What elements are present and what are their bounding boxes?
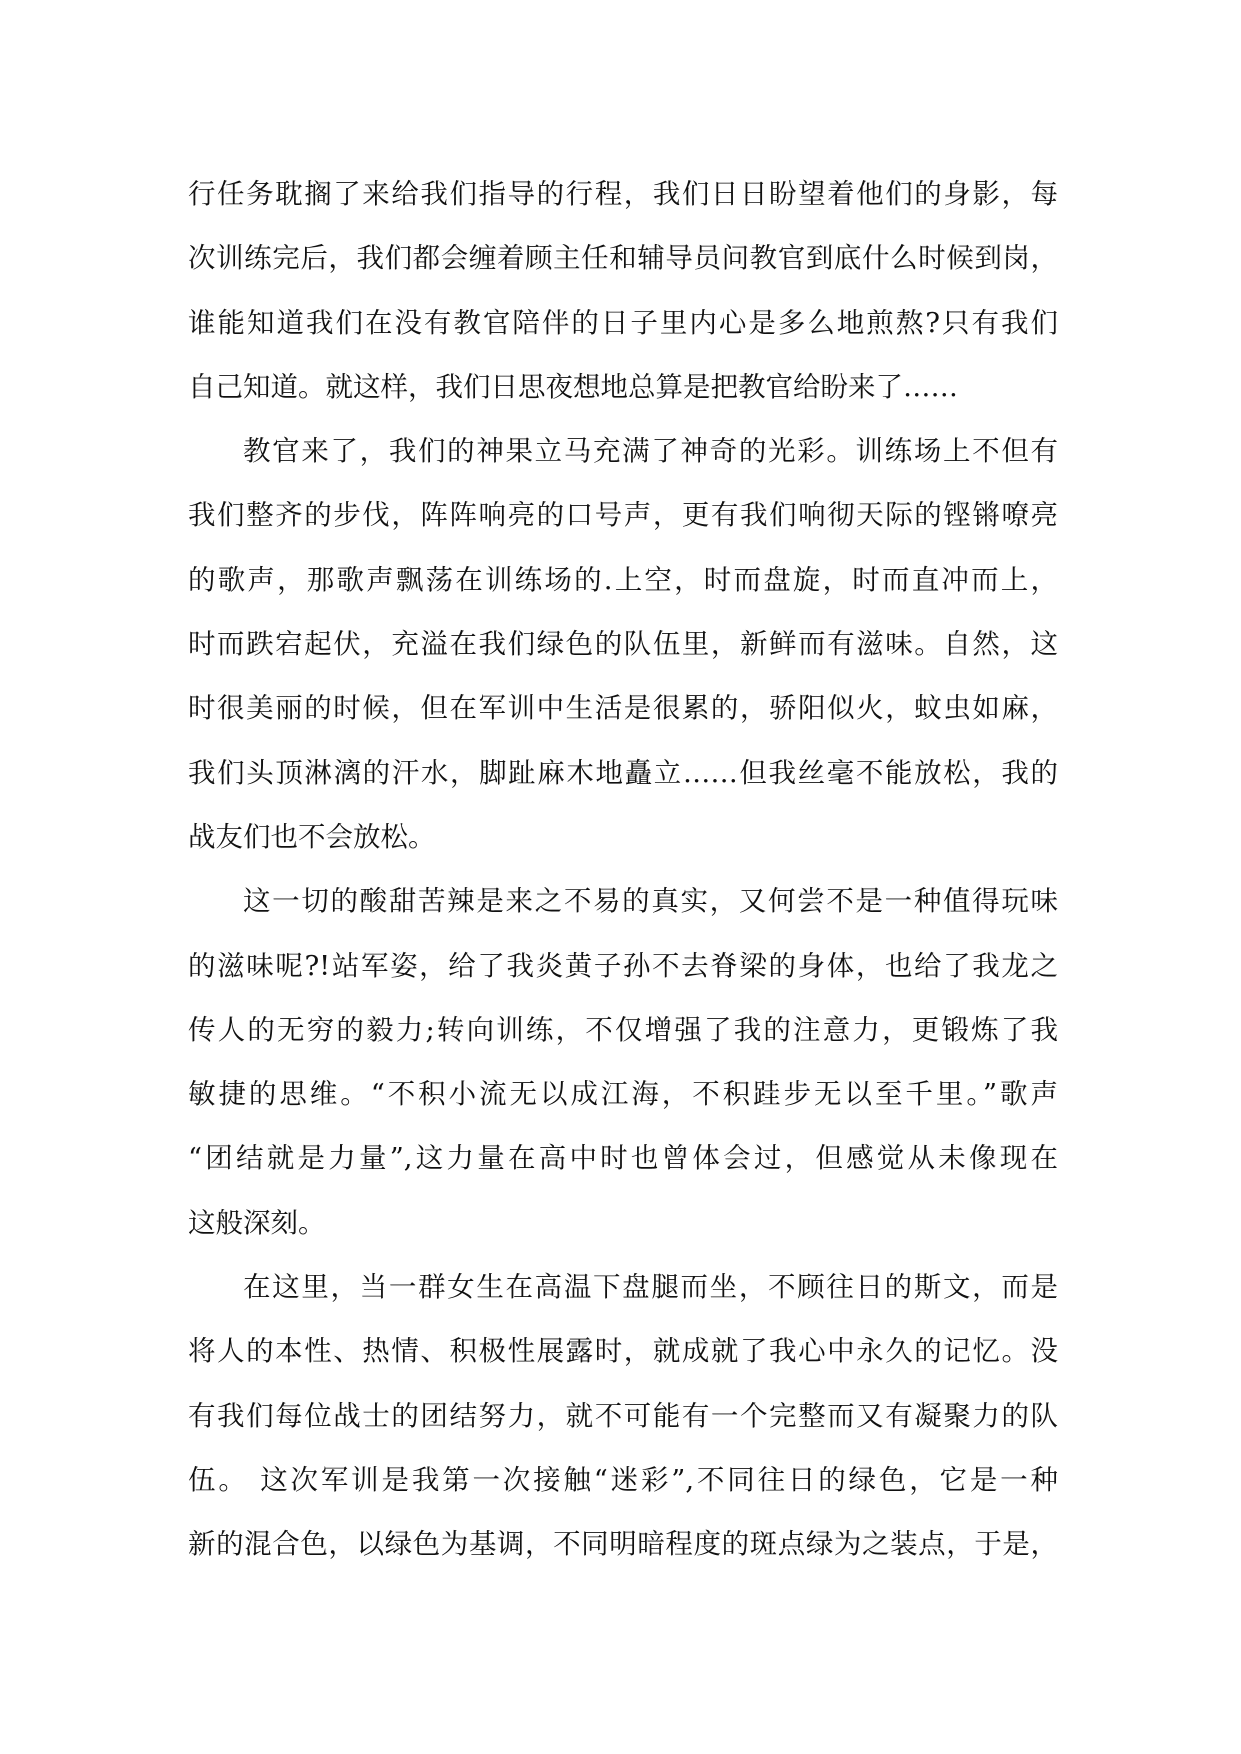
text-line: 的歌声，那歌声飘荡在训练场的.上空，时而盘旋，时而直冲而上， xyxy=(188,563,1058,596)
text-line: 谁能知道我们在没有教官陪伴的日子里内心是多么地煎熬?只有我们 xyxy=(188,306,1058,339)
text-line: 在这里，当一群女生在高温下盘腿而坐，不顾往日的斯文，而是 xyxy=(243,1271,1058,1304)
text-line: 我们整齐的步伐，阵阵响亮的口号声，更有我们响彻天际的铿锵嘹亮 xyxy=(188,499,1058,532)
text-line: 的滋味呢?!站军姿，给了我炎黄子孙不去脊梁的身体，也给了我龙之 xyxy=(188,949,1058,982)
text-line: 教官来了，我们的神果立马充满了神奇的光彩。训练场上不但有 xyxy=(243,435,1058,468)
text-line: “团结就是力量”,这力量在高中时也曾体会过，但感觉从未像现在 xyxy=(188,1142,1058,1175)
text-line: 战友们也不会放松。 xyxy=(188,820,436,853)
text-line: 次训练完后，我们都会缠着顾主任和辅导员问教官到底什么时候到岗， xyxy=(188,242,1058,275)
text-line: 有我们每位战士的团结努力，就不可能有一个完整而又有凝聚力的队 xyxy=(188,1399,1058,1432)
text-line: 时而跌宕起伏，充溢在我们绿色的队伍里，新鲜而有滋味。自然，这 xyxy=(188,628,1058,661)
paragraph xyxy=(188,1255,1058,1576)
text-line: 传人的无穷的毅力;转向训练，不仅增强了我的注意力，更锻炼了我 xyxy=(188,1013,1058,1046)
paragraph xyxy=(188,419,1058,869)
text-line: 敏捷的思维。“不积小流无以成江海，不积跬步无以至千里。”歌声 xyxy=(188,1078,1058,1111)
text-line: 这般深刻。 xyxy=(188,1206,326,1239)
text-line: 这一切的酸甜苦辣是来之不易的真实，又何尝不是一种值得玩味 xyxy=(243,885,1058,918)
text-line: 行任务耽搁了来给我们指导的行程，我们日日盼望着他们的身影，每 xyxy=(188,178,1058,210)
body-text xyxy=(188,162,1058,1577)
text-line: 我们头顶淋漓的汗水，脚趾麻木地矗立……但我丝毫不能放松，我的 xyxy=(188,756,1058,789)
paragraph xyxy=(188,869,1058,1255)
text-line: 时很美丽的时候，但在军训中生活是很累的，骄阳似火，蚊虫如麻， xyxy=(188,692,1058,725)
text-line: 将人的本性、热情、积极性展露时，就成就了我心中永久的记忆。没 xyxy=(188,1335,1058,1368)
paragraph xyxy=(188,162,1058,419)
text-line: 新的混合色，以绿色为基调，不同明暗程度的斑点绿为之装点，于是， xyxy=(188,1528,1058,1561)
text-line: 伍。 这次军训是我第一次接触“迷彩”,不同往日的绿色，它是一种 xyxy=(188,1463,1058,1496)
text-line: 自己知道。就这样，我们日思夜想地总算是把教官给盼来了…… xyxy=(188,370,958,403)
